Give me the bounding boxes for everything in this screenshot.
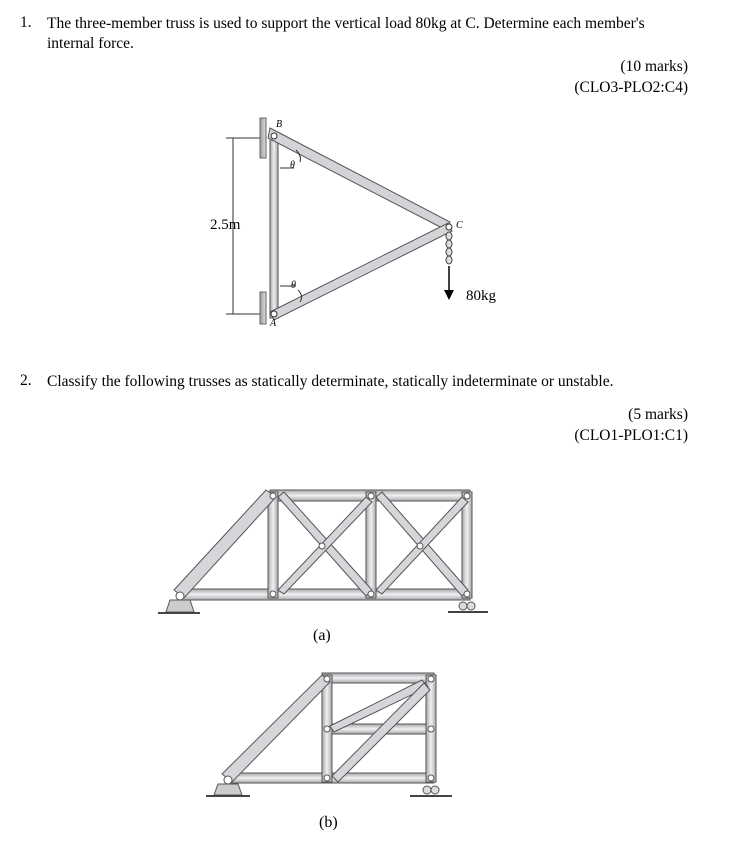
angle-bottom-label: θ xyxy=(291,280,296,291)
point-b-label: B xyxy=(276,119,283,130)
height-dimension-label: 2.5m xyxy=(210,217,241,233)
question-2-marks-value: (5 marks) xyxy=(628,406,688,423)
question-2-clo: (CLO1-PLO1:C1) xyxy=(574,427,688,444)
angle-top-label: θ xyxy=(290,160,295,171)
point-a-label: A xyxy=(270,318,277,329)
truss-b xyxy=(206,673,452,796)
truss-a xyxy=(158,490,488,613)
figure-a-label: (a) xyxy=(313,627,331,644)
question-1-text-line1: The three-member truss is used to support the vertical load 80kg at C. Determine each member's xyxy=(47,15,645,32)
point-c-label: C xyxy=(456,220,463,231)
question-1-marks-value: (10 marks) xyxy=(620,58,688,75)
load-label: 80kg xyxy=(466,288,496,304)
question-2-text: Classify the following trusses as statically determinate, statically indeterminate or unstable. xyxy=(47,373,614,390)
question-1-number: 1. xyxy=(20,14,32,31)
figure-b-label: (b) xyxy=(319,814,338,831)
question-1-clo: (CLO3-PLO2:C4) xyxy=(574,79,688,96)
question-1-text-line2: internal force. xyxy=(47,35,134,52)
question-2-number: 2. xyxy=(20,372,32,389)
